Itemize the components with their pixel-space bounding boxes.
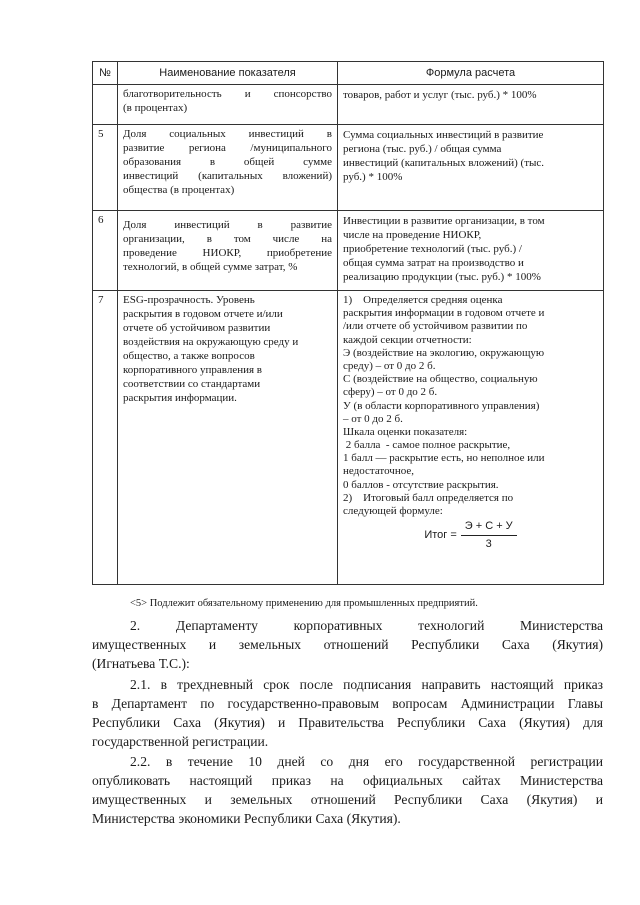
formula-lhs: Итог = bbox=[424, 529, 457, 542]
formula-line: раскрытия информации в годовом отчете и bbox=[343, 307, 545, 320]
formula-line: общая сумма затрат на производство и bbox=[343, 257, 524, 270]
formula-line: среду) – от 0 до 2 б. bbox=[343, 359, 436, 372]
indicator-name-line: проведение НИОКР, приобретение bbox=[123, 246, 332, 259]
table-header-row bbox=[93, 62, 604, 85]
paragraph-2-1 bbox=[92, 675, 603, 751]
indicator-name-line: технологий, в общей сумме затрат, % bbox=[123, 260, 298, 273]
formula-line: 1) Определяется средняя оценка bbox=[343, 294, 503, 306]
formula-line: 0 баллов - отсутствие раскрытия. bbox=[343, 478, 499, 491]
paragraph-line: 2. Департаменту корпоративных технологий Министерства bbox=[130, 618, 603, 633]
indicator-name-line: раскрытия информации. bbox=[123, 391, 237, 404]
indicator-name-line: организации, в том числе на bbox=[123, 232, 332, 245]
formula-line: числе на проведение НИОКР, bbox=[343, 229, 482, 242]
indicator-name-line: Доля социальных инвестиций в bbox=[123, 128, 332, 140]
row-number bbox=[93, 85, 118, 125]
formula-fraction bbox=[461, 520, 517, 551]
indicator-name bbox=[118, 85, 338, 125]
paragraph-line: Министерства экономики Республики Саха (Якутия). bbox=[92, 811, 401, 826]
header-formula: Формула расчета bbox=[338, 62, 604, 85]
indicator-name-line: благотворительность и спонсорство bbox=[123, 88, 332, 100]
indicator-name bbox=[118, 211, 338, 291]
indicator-name-line: инвестиций (капитальных вложений) bbox=[123, 169, 332, 182]
indicator-name-line: (в процентах) bbox=[123, 101, 188, 114]
formula-line: инвестиций (капитальных вложений) (тыс. bbox=[343, 157, 545, 170]
formula-line: руб.) * 100% bbox=[343, 171, 403, 184]
formula-numerator: Э + С + У bbox=[461, 520, 517, 536]
indicator-name bbox=[118, 291, 338, 585]
formula-line: следующей формуле: bbox=[343, 505, 443, 517]
formula-line: /или отчете об устойчивом развитии по bbox=[343, 320, 528, 333]
formula-line: каждой секции отчетности: bbox=[343, 333, 472, 346]
indicator-name-line: корпоративного управления в bbox=[123, 363, 262, 376]
formula-line: С (воздействие на общество, социальную bbox=[343, 373, 538, 386]
paragraph-line: 2.1. в трехдневный срок после подписания направить настоящий приказ bbox=[130, 677, 603, 692]
row-number: 6 bbox=[93, 211, 118, 291]
formula-line: 1 балл — раскрытие есть, но неполное или bbox=[343, 452, 545, 465]
table-row bbox=[93, 125, 604, 211]
formula-line: сферу) – от 0 до 2 б. bbox=[343, 386, 438, 399]
footnote: <5> Подлежит обязательному применению для промышленных предприятий. bbox=[130, 598, 478, 609]
formula-line: Шкала оценки показателя: bbox=[343, 425, 468, 438]
table-row bbox=[93, 211, 604, 291]
formula-line: 2 балла - самое полное раскрытие, bbox=[343, 439, 511, 452]
paragraph-line: имущественных и земельных отношений Республики Саха (Якутия) bbox=[92, 637, 603, 652]
indicator-formula bbox=[338, 291, 604, 585]
paragraph-line: (Игнатьева Т.С.): bbox=[92, 656, 190, 671]
formula-line: приобретение технологий (тыс. руб.) / bbox=[343, 243, 522, 256]
formula-line: товаров, работ и услуг (тыс. руб.) * 100% bbox=[343, 89, 537, 101]
formula-line: недостаточное, bbox=[343, 465, 414, 478]
formula-line: Инвестиции в развитие организации, в том bbox=[343, 215, 545, 227]
indicator-name-line: развитие региона /муниципального bbox=[123, 141, 332, 154]
formula-line: Э (воздействие на экологию, окружающую bbox=[343, 346, 545, 359]
row-number: 7 bbox=[93, 291, 118, 585]
indicator-name-line: общество, а также вопросов bbox=[123, 349, 255, 362]
formula-line: У (в области корпоративного управления) bbox=[343, 399, 540, 412]
total-score-formula bbox=[343, 520, 598, 551]
indicator-name-line: Доля инвестиций в развитие bbox=[123, 219, 332, 231]
formula-line: региона (тыс. руб.) / общая сумма bbox=[343, 143, 502, 156]
formula-line: реализацию продукции (тыс. руб.) * 100% bbox=[343, 271, 541, 284]
table-row bbox=[93, 291, 604, 585]
indicator-formula bbox=[338, 211, 604, 291]
indicator-name-line: раскрытия в годовом отчете и/или bbox=[123, 307, 283, 320]
indicator-name-line: воздействия на окружающую среду и bbox=[123, 335, 299, 348]
paragraph-2 bbox=[92, 616, 603, 673]
paragraph-line: в Департамент по государственно-правовым вопросам Администрации Главы bbox=[92, 696, 603, 711]
formula-line: 2) Итоговый балл определяется по bbox=[343, 491, 514, 504]
paragraph-line: 2.2. в течение 10 дней со дня его государственной регистрации bbox=[130, 754, 603, 769]
header-indicator-name: Наименование показателя bbox=[118, 62, 338, 85]
header-number: № bbox=[93, 62, 118, 85]
paragraph-2-2 bbox=[92, 752, 603, 828]
row-number: 5 bbox=[93, 125, 118, 211]
indicator-name-line: общества (в процентах) bbox=[123, 183, 235, 196]
paragraph-line: имущественных и земельных отношений Республики Саха (Якутия) и bbox=[92, 792, 603, 807]
indicator-name-line: образования в общей сумме bbox=[123, 155, 332, 168]
indicator-formula bbox=[338, 125, 604, 211]
table-row bbox=[93, 85, 604, 125]
indicator-name-line: отчете об устойчивом развитии bbox=[123, 321, 271, 334]
formula-denominator: 3 bbox=[485, 538, 492, 551]
indicator-name bbox=[118, 125, 338, 211]
paragraph-line: опубликовать настоящий приказ на официальных сайтах Министерства bbox=[92, 773, 603, 788]
indicator-formula bbox=[338, 85, 604, 125]
formula-line: Сумма социальных инвестиций в развитие bbox=[343, 129, 544, 141]
indicator-name-line: соответствии со стандартами bbox=[123, 377, 261, 390]
formula-line: – от 0 до 2 б. bbox=[343, 412, 403, 425]
paragraph-line: государственной регистрации. bbox=[92, 734, 269, 749]
indicator-name-line: ESG-прозрачность. Уровень bbox=[123, 294, 255, 306]
paragraph-line: Республики Саха (Якутия) и Правительства Республики Саха (Якутия) для bbox=[92, 715, 603, 730]
indicators-table bbox=[92, 61, 604, 585]
